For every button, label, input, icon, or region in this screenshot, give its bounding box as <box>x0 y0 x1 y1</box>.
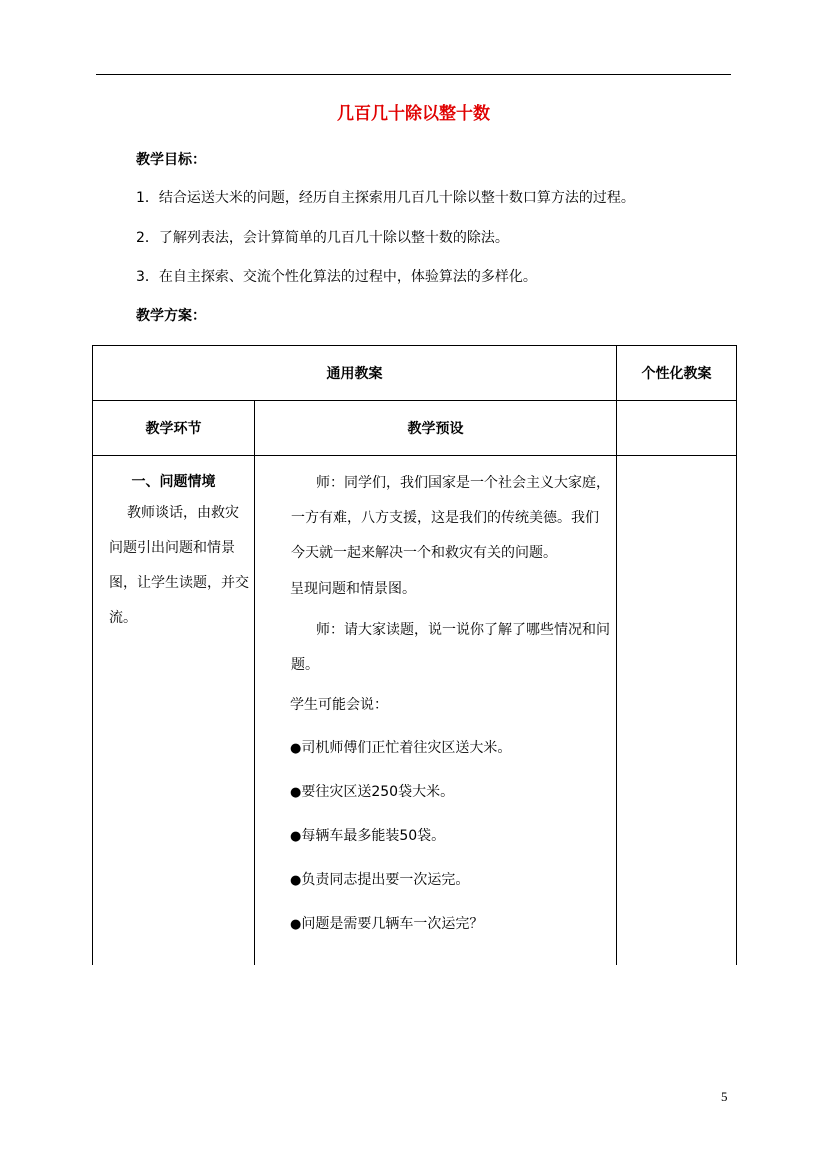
header-personal-plan: 个性化教案 <box>617 346 737 401</box>
stage-title: 一、问题情境 <box>131 474 216 490</box>
list-item: ●每辆车最多能装50袋。 <box>290 828 446 844</box>
personal-cell-empty <box>617 456 737 965</box>
objective-item-3: 3．在自主探索、交流个性化算法的过程中，体验算法的多样化。 <box>136 269 537 285</box>
design-cell <box>255 456 617 965</box>
objectives-heading: 教学目标： <box>136 152 206 168</box>
header-rule <box>96 74 731 75</box>
subheader-personal-empty <box>617 401 737 456</box>
bullet-icon: ● <box>290 741 302 756</box>
bullet-icon: ● <box>290 873 302 888</box>
objective-item-1: 1．结合运送大米的问题，经历自主探索用几百几十除以整十数口算方法的过程。 <box>136 190 635 206</box>
bullet-icon: ● <box>290 785 302 800</box>
objective-item-2: 2．了解列表法，会计算简单的几百几十除以整十数的除法。 <box>136 230 509 246</box>
list-item: ●负责同志提出要一次运完。 <box>290 872 470 888</box>
subheader-stage: 教学环节 <box>93 401 255 456</box>
lesson-plan-table <box>92 345 737 965</box>
teacher-ask: 师：请大家读题，说一说你了解了哪些情况和问题。 <box>291 622 610 673</box>
list-item: ●要往灾区送250袋大米。 <box>290 784 455 800</box>
subheader-design: 教学预设 <box>255 401 617 456</box>
document-title: 几百几十除以整十数 <box>337 104 490 124</box>
list-item: ●司机师傅们正忙着往灾区送大米。 <box>290 740 512 756</box>
students-say: 学生可能会说： <box>290 697 388 713</box>
bullet-icon: ● <box>290 917 302 932</box>
plan-heading: 教学方案： <box>136 308 206 324</box>
page-number: 5 <box>721 1089 728 1104</box>
teacher-intro: 师：同学们，我们国家是一个社会主义大家庭，一方有难，八方支援，这是我们的传统美德。我们今天就一起来解决一个和救灾有关的问题。 <box>291 475 610 561</box>
stage-cell <box>93 456 255 965</box>
bullet-icon: ● <box>290 829 302 844</box>
header-general-plan: 通用教案 <box>93 346 617 401</box>
show-scene-text: 呈现问题和情景图。 <box>290 581 416 597</box>
list-item: ●问题是需要几辆车一次运完？ <box>290 916 484 932</box>
stage-description: 教师谈话，由救灾问题引出问题和情景图，让学生读题，并交流。 <box>109 505 249 626</box>
